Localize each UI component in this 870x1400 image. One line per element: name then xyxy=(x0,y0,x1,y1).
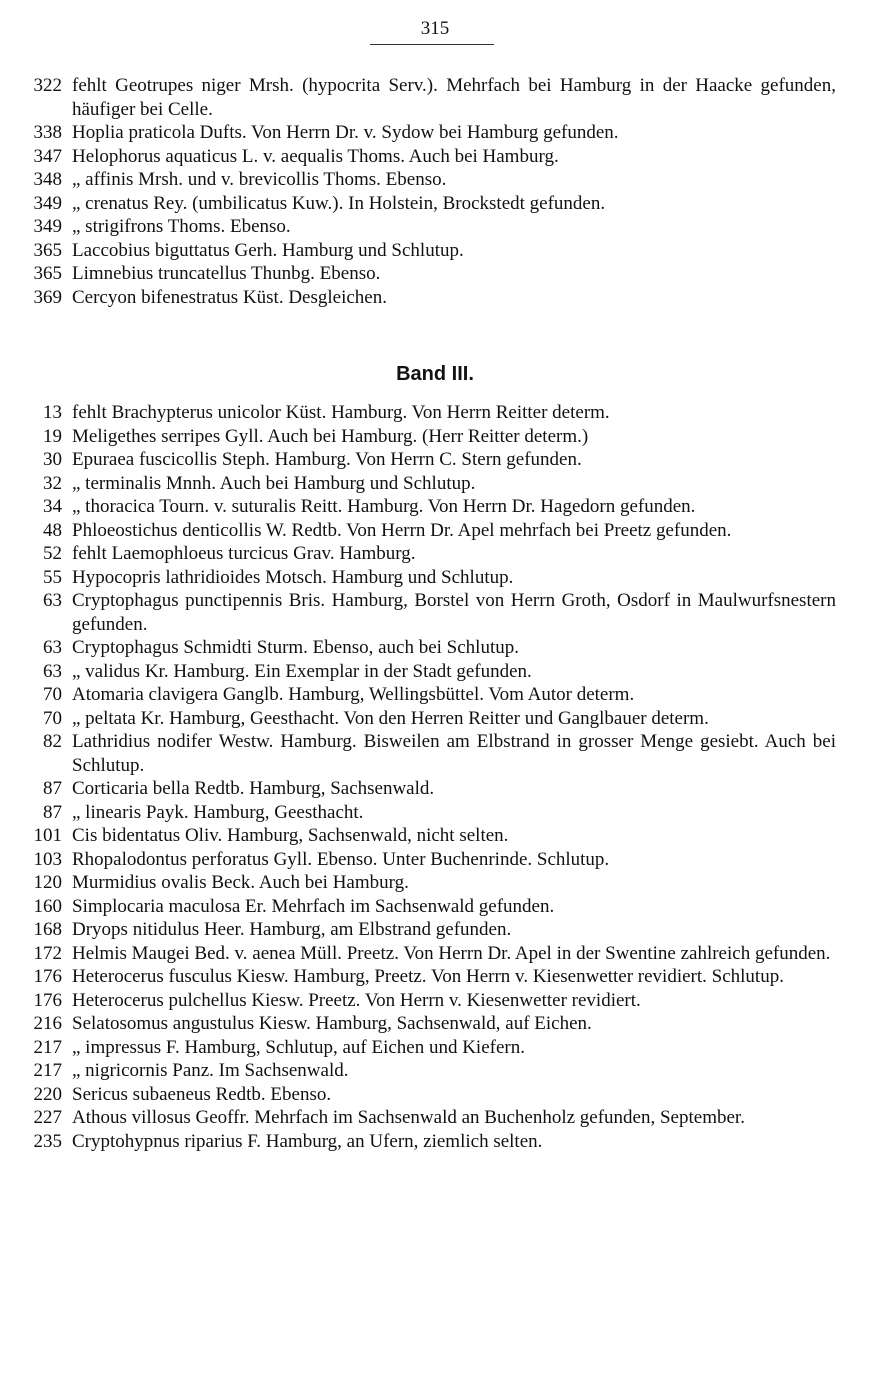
entry-text: Dryops nitidulus Heer. Hamburg, am Elbstrand gefunden. xyxy=(72,919,512,940)
entry-page-number: 32 xyxy=(43,472,62,494)
list-item xyxy=(0,1083,870,1107)
entry-text: „ thoracica Tourn. v. suturalis Reitt. Hamburg. Von Herrn Dr. Hagedorn gefunden. xyxy=(72,496,696,517)
list-item xyxy=(0,401,870,425)
entry-page-number: 160 xyxy=(33,895,62,917)
entry-text: Heterocerus pulchellus Kiesw. Preetz. Von Herrn v. Kiesenwetter revidiert. xyxy=(72,989,641,1011)
entry-text: Meligethes serripes Gyll. Auch bei Hamburg. (Herr Reitter determ.) xyxy=(72,425,589,447)
entry-text: Helophorus aquaticus L. v. aequalis Thoms. Auch bei Hamburg. xyxy=(72,145,559,167)
entry-page-number: 349 xyxy=(33,192,62,214)
entry-text: Hoplia praticola Dufts. Von Herrn Dr. v. Sydow bei Hamburg gefunden. xyxy=(72,122,619,143)
entry-page-number: 347 xyxy=(33,145,62,167)
list-item xyxy=(0,895,870,919)
list-item xyxy=(0,168,870,192)
list-item xyxy=(0,121,870,145)
entry-list-band-iii xyxy=(0,401,870,1153)
entry-page-number: 235 xyxy=(33,1130,62,1152)
entry-page-number: 101 xyxy=(33,825,62,846)
entry-text: Atomaria clavigera Ganglb. Hamburg, Wellingsbüttel. Vom Autor determ. xyxy=(72,684,635,705)
list-item xyxy=(0,636,870,660)
list-item xyxy=(0,1012,870,1036)
list-item xyxy=(0,286,870,310)
list-item xyxy=(0,730,870,777)
list-item xyxy=(0,542,870,566)
entry-page-number: 338 xyxy=(33,122,62,143)
entry-page-number: 13 xyxy=(43,402,62,423)
entry-page-number: 70 xyxy=(43,707,62,729)
entry-page-number: 70 xyxy=(43,684,62,705)
entry-page-number: 52 xyxy=(43,543,62,564)
entry-text: fehlt Geotrupes niger Mrsh. (hypocrita Serv.). Mehrfach bei Hamburg in der Haacke gefunden, häufiger bei Celle. xyxy=(72,75,836,120)
entry-page-number: 227 xyxy=(33,1107,62,1128)
entry-list-band-ii xyxy=(0,74,870,309)
entry-page-number: 82 xyxy=(43,731,62,752)
entry-page-number: 172 xyxy=(33,942,62,964)
entry-page-number: 322 xyxy=(33,75,62,96)
list-item xyxy=(0,215,870,239)
list-item xyxy=(0,74,870,121)
entry-text: Sericus subaeneus Redtb. Ebenso. xyxy=(72,1083,332,1105)
section-heading: Band III. xyxy=(396,363,474,385)
list-item xyxy=(0,425,870,449)
list-item xyxy=(0,660,870,684)
list-item xyxy=(0,824,870,848)
entry-text: „ affinis Mrsh. und v. brevicollis Thoms. Ebenso. xyxy=(72,169,447,190)
list-item xyxy=(0,707,870,731)
entry-text: Phloeostichus denticollis W. Redtb. Von Herrn Dr. Apel mehrfach bei Preetz gefunden. xyxy=(72,519,732,541)
entry-page-number: 348 xyxy=(33,169,62,190)
header-rule xyxy=(370,44,494,45)
entry-page-number: 176 xyxy=(33,989,62,1011)
entry-text: „ peltata Kr. Hamburg, Geesthacht. Von den Herren Reitter und Ganglbauer determ. xyxy=(72,707,709,729)
entry-text: „ strigifrons Thoms. Ebenso. xyxy=(72,216,291,237)
entry-page-number: 55 xyxy=(43,566,62,588)
entry-text: Rhopalodontus perforatus Gyll. Ebenso. Unter Buchenrinde. Schlutup. xyxy=(72,848,610,870)
entry-text: Hypocopris lathridioides Motsch. Hamburg und Schlutup. xyxy=(72,566,514,588)
entry-page-number: 168 xyxy=(33,919,62,940)
entry-text: Limnebius truncatellus Thunbg. Ebenso. xyxy=(72,263,381,284)
entry-page-number: 103 xyxy=(33,848,62,870)
entry-text: Laccobius biguttatus Gerh. Hamburg und Schlutup. xyxy=(72,239,464,261)
entry-page-number: 217 xyxy=(33,1036,62,1058)
entry-page-number: 87 xyxy=(43,801,62,823)
entry-text: „ linearis Payk. Hamburg, Geesthacht. xyxy=(72,801,364,823)
entry-text: Epuraea fuscicollis Steph. Hamburg. Von Herrn C. Stern gefunden. xyxy=(72,449,582,470)
entry-text: Selatosomus angustulus Kiesw. Hamburg, Sachsenwald, auf Eichen. xyxy=(72,1013,592,1034)
entry-text: „ impressus F. Hamburg, Schlutup, auf Eichen und Kiefern. xyxy=(72,1036,525,1058)
list-item xyxy=(0,989,870,1013)
list-item xyxy=(0,1036,870,1060)
list-item xyxy=(0,495,870,519)
entry-text: Cryptophagus Schmidti Sturm. Ebenso, auch bei Schlutup. xyxy=(72,637,519,658)
entry-page-number: 220 xyxy=(33,1083,62,1105)
entry-text: Simplocaria maculosa Er. Mehrfach im Sachsenwald gefunden. xyxy=(72,895,555,917)
list-item xyxy=(0,145,870,169)
list-item xyxy=(0,1130,870,1154)
list-item xyxy=(0,239,870,263)
list-item xyxy=(0,262,870,286)
entry-text: „ crenatus Rey. (umbilicatus Kuw.). In Holstein, Brockstedt gefunden. xyxy=(72,192,606,214)
list-item xyxy=(0,918,870,942)
list-item xyxy=(0,566,870,590)
entry-page-number: 217 xyxy=(33,1060,62,1081)
page-number: 315 xyxy=(420,18,450,39)
entry-text: Cryptophagus punctipennis Bris. Hamburg, Borstel von Herrn Groth, Osdorf in Maulwurfsnestern gefunden. xyxy=(72,590,836,635)
entry-text: Athous villosus Geoffr. Mehrfach im Sachsenwald an Buchenholz gefunden, September. xyxy=(72,1107,745,1128)
entry-text: „ terminalis Mnnh. Auch bei Hamburg und Schlutup. xyxy=(72,472,476,494)
entry-page-number: 349 xyxy=(33,216,62,237)
list-item xyxy=(0,871,870,895)
list-item xyxy=(0,777,870,801)
entry-page-number: 365 xyxy=(33,239,62,261)
entry-page-number: 48 xyxy=(43,519,62,541)
list-item xyxy=(0,965,870,989)
list-item xyxy=(0,942,870,966)
entry-text: Heterocerus fusculus Kiesw. Hamburg, Preetz. Von Herrn v. Kiesenwetter revidiert. Schlutup. xyxy=(72,966,784,987)
entry-page-number: 63 xyxy=(43,590,62,611)
entry-text: „ nigricornis Panz. Im Sachsenwald. xyxy=(72,1060,349,1081)
entry-page-number: 34 xyxy=(43,496,62,517)
entry-text: fehlt Laemophloeus turcicus Grav. Hamburg. xyxy=(72,543,416,564)
list-item xyxy=(0,683,870,707)
entry-text: Lathridius nodifer Westw. Hamburg. Bisweilen am Elbstrand in grosser Menge gesiebt. Auch bei Schlutup. xyxy=(72,731,836,776)
entry-page-number: 63 xyxy=(43,637,62,658)
entry-page-number: 365 xyxy=(33,263,62,284)
list-item xyxy=(0,801,870,825)
entry-page-number: 63 xyxy=(43,660,62,682)
entry-text: Murmidius ovalis Beck. Auch bei Hamburg. xyxy=(72,872,409,893)
entry-text: fehlt Brachypterus unicolor Küst. Hamburg. Von Herrn Reitter determ. xyxy=(72,402,610,423)
entry-page-number: 216 xyxy=(33,1013,62,1034)
entry-text: Cercyon bifenestratus Küst. Desgleichen. xyxy=(72,286,387,308)
list-item xyxy=(0,472,870,496)
entry-page-number: 120 xyxy=(33,872,62,893)
list-item xyxy=(0,192,870,216)
entry-text: Corticaria bella Redtb. Hamburg, Sachsenwald. xyxy=(72,778,435,799)
entry-text: Cryptohypnus riparius F. Hamburg, an Ufern, ziemlich selten. xyxy=(72,1130,543,1152)
list-item xyxy=(0,1106,870,1130)
entry-page-number: 369 xyxy=(33,286,62,308)
list-item xyxy=(0,848,870,872)
entry-text: Helmis Maugei Bed. v. aenea Müll. Preetz. Von Herrn Dr. Apel in der Swentine zahlreich gefunden. xyxy=(72,942,831,964)
list-item xyxy=(0,1059,870,1083)
entry-page-number: 30 xyxy=(43,449,62,470)
entry-text: „ validus Kr. Hamburg. Ein Exemplar in der Stadt gefunden. xyxy=(72,660,532,682)
entry-text: Cis bidentatus Oliv. Hamburg, Sachsenwald, nicht selten. xyxy=(72,825,509,846)
entry-page-number: 87 xyxy=(43,778,62,799)
list-item xyxy=(0,448,870,472)
list-item xyxy=(0,519,870,543)
list-item xyxy=(0,589,870,636)
entry-page-number: 19 xyxy=(43,425,62,447)
entry-page-number: 176 xyxy=(33,966,62,987)
